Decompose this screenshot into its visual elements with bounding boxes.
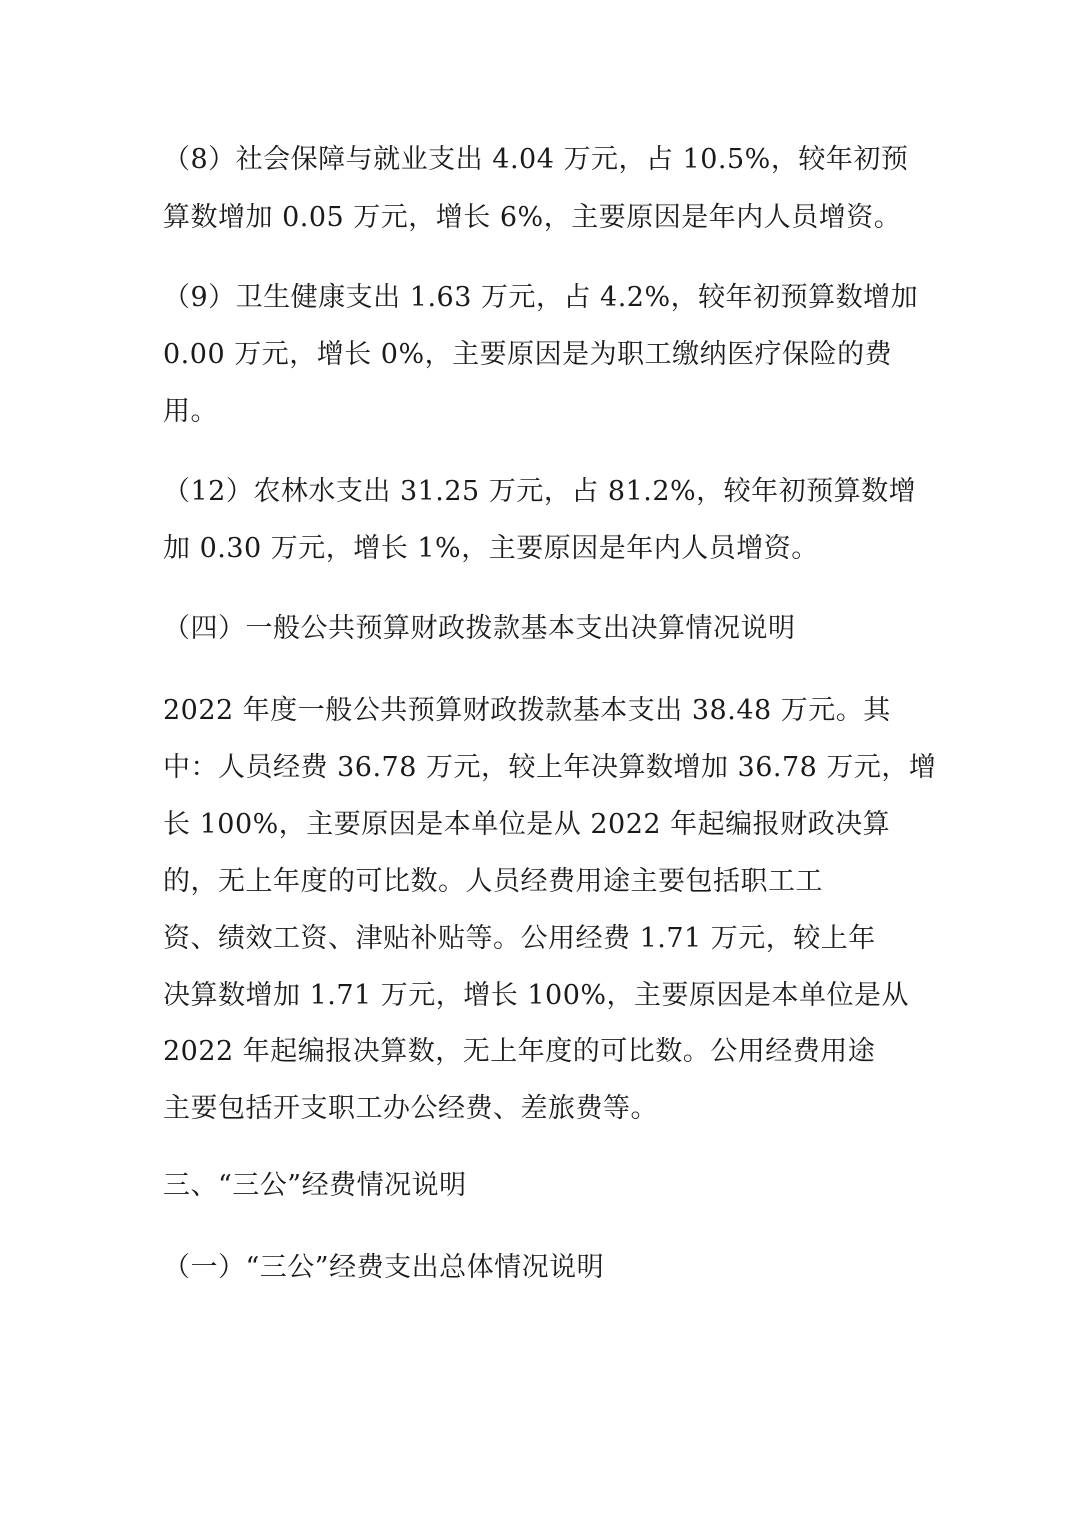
basic-expenditure-line-8: 主要包括开支职工办公经费、差旅费等。: [163, 1093, 658, 1124]
basic-expenditure-line-6: 决算数增加 1.71 万元，增长 100%，主要原因是本单位是从: [163, 980, 910, 1011]
paragraph-8-line-1: （8）社会保障与就业支出 4.04 万元，占 10.5%，较年初预: [163, 144, 909, 175]
section-4-heading: （四）一般公共预算财政拨款基本支出决算情况说明: [163, 613, 796, 644]
paragraph-12-line-2: 加 0.30 万元，增长 1%，主要原因是年内人员增资。: [163, 533, 819, 564]
section-3-heading: 三、“三公”经费情况说明: [163, 1170, 467, 1201]
paragraph-8-line-2: 算数增加 0.05 万元，增长 6%，主要原因是年内人员增资。: [163, 202, 902, 233]
basic-expenditure-line-5: 资、绩效工资、津贴补贴等。公用经费 1.71 万元，较上年: [163, 923, 876, 954]
paragraph-12-line-1: （12）农林水支出 31.25 万元，占 81.2%，较年初预算数增: [163, 476, 917, 507]
basic-expenditure-line-1: 2022 年度一般公共预算财政拨款基本支出 38.48 万元。其: [163, 695, 891, 726]
basic-expenditure-line-7: 2022 年起编报决算数，无上年度的可比数。公用经费用途: [163, 1036, 876, 1067]
paragraph-9-line-2: 0.00 万元，增长 0%，主要原因是为职工缴纳医疗保险的费: [163, 339, 893, 370]
basic-expenditure-line-3: 长 100%，主要原因是本单位是从 2022 年起编报财政决算: [163, 809, 891, 840]
paragraph-9-line-1: （9）卫生健康支出 1.63 万元，占 4.2%，较年初预算数增加: [163, 282, 919, 313]
paragraph-9-line-3: 用。: [163, 396, 218, 427]
basic-expenditure-line-4: 的，无上年度的可比数。人员经费用途主要包括职工工: [163, 866, 823, 897]
basic-expenditure-line-2: 中：人员经费 36.78 万元，较上年决算数增加 36.78 万元，增: [163, 752, 937, 783]
subsection-1-heading: （一）“三公”经费支出总体情况说明: [163, 1252, 605, 1283]
